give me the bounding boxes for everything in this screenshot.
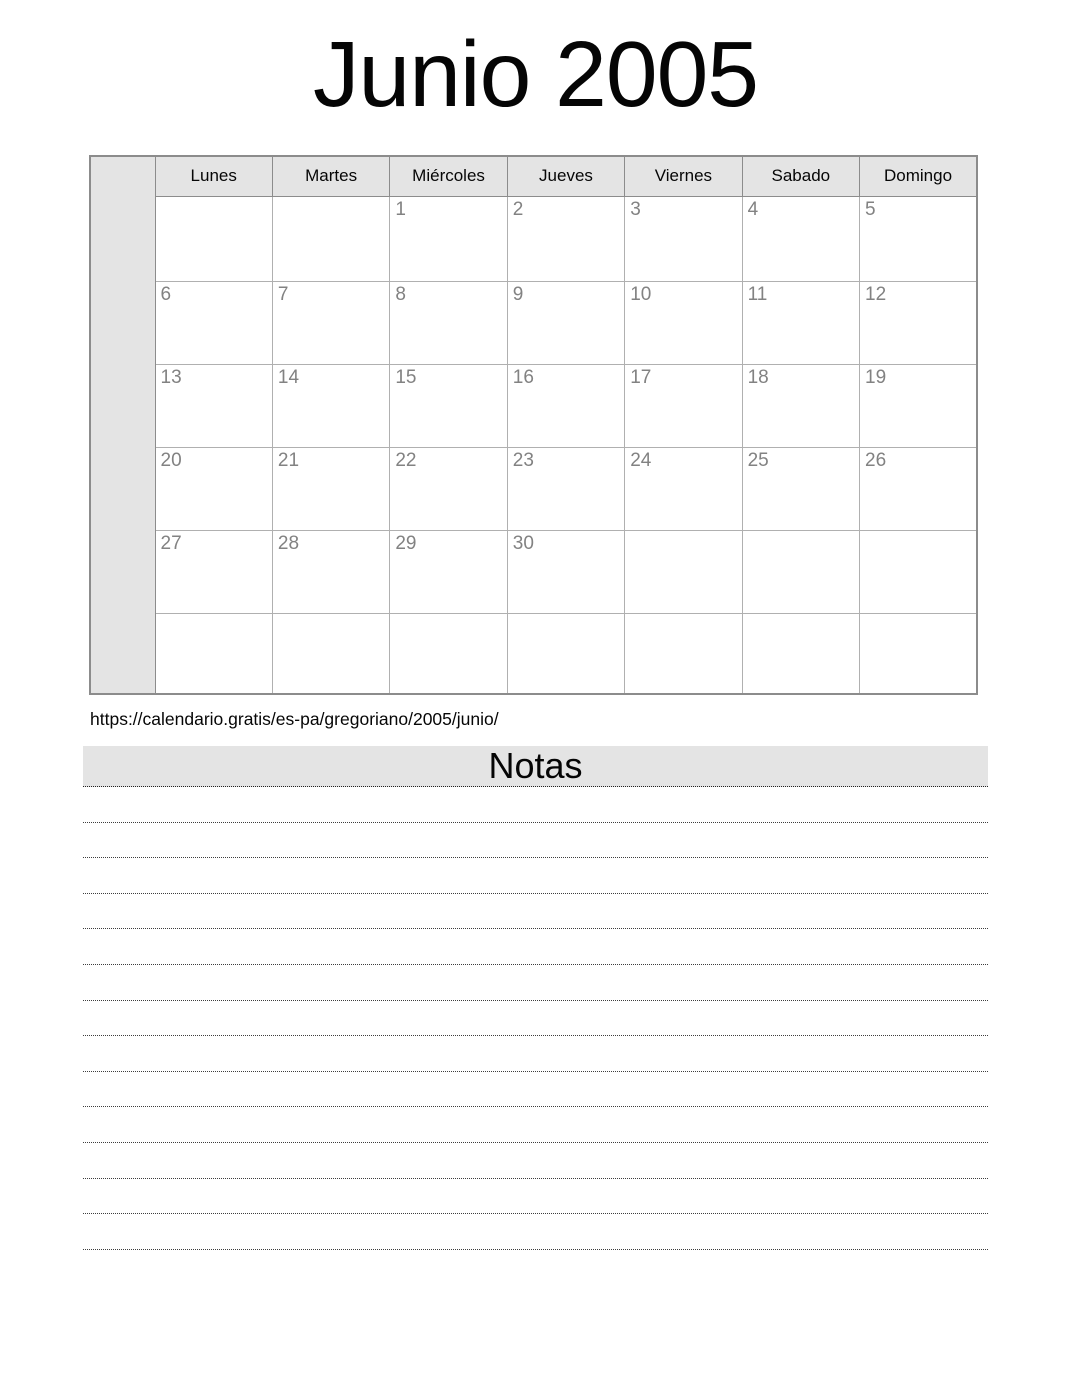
week-row bbox=[90, 281, 977, 364]
day-cell bbox=[507, 613, 624, 694]
note-line bbox=[83, 929, 988, 965]
source-url: https://calendario.gratis/es-pa/gregoriano/2005/junio/ bbox=[90, 709, 499, 729]
day-cell bbox=[860, 613, 977, 694]
day-cell bbox=[390, 613, 507, 694]
weekday-header-sabado: Sabado bbox=[742, 156, 859, 196]
day-cell: 1 bbox=[390, 196, 507, 281]
day-cell: 8 bbox=[390, 281, 507, 364]
day-cell: 15 bbox=[390, 364, 507, 447]
weekday-header-row bbox=[90, 156, 977, 196]
day-cell: 11 bbox=[742, 281, 859, 364]
weekday-header-domingo: Domingo bbox=[860, 156, 977, 196]
weekday-header-martes: Martes bbox=[272, 156, 389, 196]
note-line bbox=[83, 1143, 988, 1179]
day-cell: 30 bbox=[507, 530, 624, 613]
note-line bbox=[83, 1001, 988, 1037]
week-row bbox=[90, 447, 977, 530]
day-cell: 9 bbox=[507, 281, 624, 364]
day-cell bbox=[272, 196, 389, 281]
day-cell bbox=[860, 530, 977, 613]
weekday-header-viernes: Viernes bbox=[625, 156, 742, 196]
note-line bbox=[83, 1214, 988, 1250]
weekday-header-miercoles: Miércoles bbox=[390, 156, 507, 196]
day-cell: 25 bbox=[742, 447, 859, 530]
day-cell: 13 bbox=[155, 364, 272, 447]
day-cell bbox=[742, 530, 859, 613]
day-cell bbox=[625, 613, 742, 694]
day-cell: 12 bbox=[860, 281, 977, 364]
day-cell: 3 bbox=[625, 196, 742, 281]
notes-header: Notas bbox=[83, 746, 988, 787]
calendar-gutter bbox=[90, 156, 155, 694]
note-line bbox=[83, 1036, 988, 1072]
week-row bbox=[90, 613, 977, 694]
day-cell: 14 bbox=[272, 364, 389, 447]
day-cell: 2 bbox=[507, 196, 624, 281]
day-cell: 7 bbox=[272, 281, 389, 364]
day-cell: 4 bbox=[742, 196, 859, 281]
day-cell bbox=[272, 613, 389, 694]
day-cell: 6 bbox=[155, 281, 272, 364]
note-line bbox=[83, 823, 988, 859]
day-cell: 27 bbox=[155, 530, 272, 613]
day-cell: 10 bbox=[625, 281, 742, 364]
day-cell: 28 bbox=[272, 530, 389, 613]
day-cell: 26 bbox=[860, 447, 977, 530]
weekday-header-lunes: Lunes bbox=[155, 156, 272, 196]
day-cell: 21 bbox=[272, 447, 389, 530]
day-cell: 24 bbox=[625, 447, 742, 530]
day-cell bbox=[742, 613, 859, 694]
note-line bbox=[83, 894, 988, 930]
day-cell: 20 bbox=[155, 447, 272, 530]
week-row bbox=[90, 364, 977, 447]
day-cell: 18 bbox=[742, 364, 859, 447]
page-title: Junio 2005 bbox=[312, 22, 759, 126]
note-line bbox=[83, 965, 988, 1001]
note-line bbox=[83, 1072, 988, 1108]
day-cell: 22 bbox=[390, 447, 507, 530]
day-cell bbox=[625, 530, 742, 613]
note-line bbox=[83, 787, 988, 823]
notes-section bbox=[83, 746, 988, 1250]
day-cell: 29 bbox=[390, 530, 507, 613]
day-cell: 17 bbox=[625, 364, 742, 447]
day-cell: 5 bbox=[860, 196, 977, 281]
weekday-header-jueves: Jueves bbox=[507, 156, 624, 196]
day-cell: 19 bbox=[860, 364, 977, 447]
day-cell: 16 bbox=[507, 364, 624, 447]
note-line bbox=[83, 1179, 988, 1215]
week-row bbox=[90, 530, 977, 613]
week-row bbox=[90, 196, 977, 281]
note-line bbox=[83, 1107, 988, 1143]
day-cell: 23 bbox=[507, 447, 624, 530]
note-line bbox=[83, 858, 988, 894]
calendar-table bbox=[89, 155, 978, 695]
day-cell bbox=[155, 613, 272, 694]
day-cell bbox=[155, 196, 272, 281]
